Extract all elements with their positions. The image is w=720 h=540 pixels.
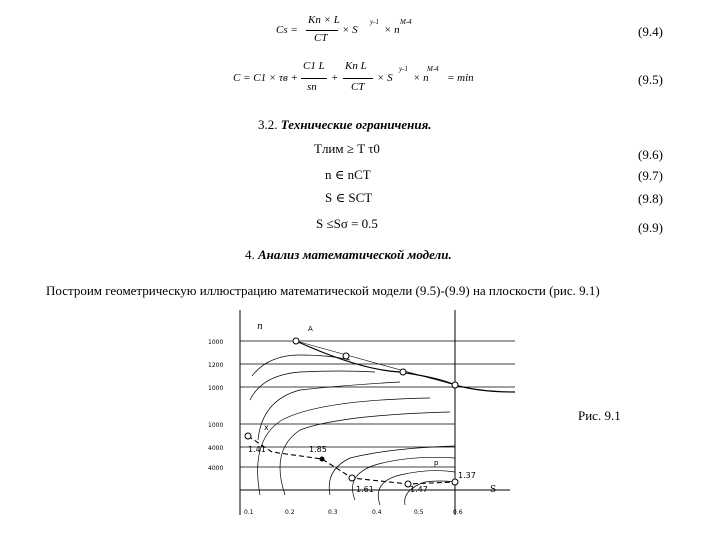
formula-9-5-plus: + <box>331 72 339 84</box>
section-heading-title: Технические ограничения. <box>280 117 432 132</box>
y-axis-label: n <box>257 322 263 332</box>
mark-a: A <box>308 325 313 333</box>
y-tick-6: 4000 <box>208 465 224 472</box>
y-tick-4: 1000 <box>208 422 224 429</box>
x-axis-label: S <box>490 485 497 495</box>
y-tick-5: 4000 <box>208 445 224 452</box>
point-label-1-47: 1.47 <box>410 485 428 494</box>
analysis-heading-title: Анализ математической модели. <box>258 247 452 262</box>
point-1-61 <box>349 475 355 481</box>
constraint-9-9-number: (9.9) <box>638 220 663 235</box>
point-label-1-37: 1.37 <box>458 471 476 480</box>
constraint-9-7-number: (9.7) <box>638 168 663 183</box>
formula-9-5-exp2: M-4 <box>427 65 439 73</box>
point-upper-2 <box>343 353 349 359</box>
constraint-9-7: n ∈ nСТ <box>325 167 371 182</box>
y-tick-3: 1000 <box>208 385 224 392</box>
formula-9-4-tail: × S <box>342 24 358 36</box>
point-upper-1 <box>293 338 299 344</box>
formula-9-4-exp2: M-4 <box>400 18 412 26</box>
formula-9-5-number: (9.5) <box>638 72 663 87</box>
contour-2 <box>250 371 375 400</box>
formula-9-5-num1: C1 L <box>303 60 325 72</box>
constraint-9-9: S ≤Sσ = 0.5 <box>316 216 378 231</box>
formula-9-5-lhs: C = C1 × τв + <box>233 72 298 84</box>
upper-tangent <box>296 341 455 385</box>
y-tick-2: 1200 <box>208 362 224 369</box>
x-tick-2: 0.2 <box>285 509 295 516</box>
x-tick-3: 0.3 <box>328 509 338 516</box>
point-label-1-41: 1.41 <box>248 445 266 454</box>
x-tick-6: 0.6 <box>453 509 463 516</box>
limit-curve <box>296 341 515 392</box>
mark-p: p <box>434 459 439 467</box>
point-upper-3 <box>400 369 406 375</box>
x-tick-5: 0.5 <box>414 509 424 516</box>
constraint-9-8-number: (9.8) <box>638 191 663 206</box>
point-label-1-61: 1.61 <box>356 485 374 494</box>
formula-9-4-denominator: CT <box>314 32 328 44</box>
formula-9-5-tail: × S <box>377 72 393 84</box>
formula-9-4-numerator: Kп × L <box>308 14 340 26</box>
contour-1 <box>252 355 350 376</box>
formula-9-5-num2: Kп L <box>345 60 367 72</box>
point-1-41 <box>245 433 251 439</box>
contour-3 <box>258 382 400 440</box>
contour-5 <box>280 412 450 495</box>
formula-9-5-tail2: × n <box>413 72 429 84</box>
constraint-9-6: Tлим ≥ T τ0 <box>314 141 380 156</box>
figure-caption: Рис. 9.1 <box>578 408 621 423</box>
x-tick-1: 0.1 <box>244 509 254 516</box>
x-tick-4: 0.4 <box>372 509 382 516</box>
section-heading-number: 3.2. <box>258 117 278 132</box>
analysis-heading-number: 4. <box>245 247 255 262</box>
formula-9-5-exp1: y-1 <box>399 65 408 73</box>
point-upper-4 <box>452 382 458 388</box>
paragraph-text: Построим геометрическую иллюстрацию математической модели (9.5)-(9.9) на плоскости (рис. 9.1) <box>46 283 600 298</box>
contour-4 <box>258 398 430 495</box>
formula-9-4-lhs: Cs = <box>276 24 298 36</box>
mark-x: x <box>264 423 269 432</box>
point-1-85 <box>320 457 324 461</box>
constraint-9-6-number: (9.6) <box>638 147 663 162</box>
constraint-9-8: S ∈ SСТ <box>325 190 373 205</box>
formula-9-4-number: (9.4) <box>638 24 663 39</box>
formula-9-4-tail2: × n <box>384 24 400 36</box>
formula-9-5-den2: CT <box>351 81 365 93</box>
formula-9-5-den1: sn <box>307 81 317 93</box>
point-label-1-85: 1.85 <box>309 445 327 454</box>
formula-9-4-exp1: y-1 <box>370 18 379 26</box>
y-tick-1: 1000 <box>208 339 224 346</box>
formula-9-5-rhs: = min <box>447 72 474 84</box>
